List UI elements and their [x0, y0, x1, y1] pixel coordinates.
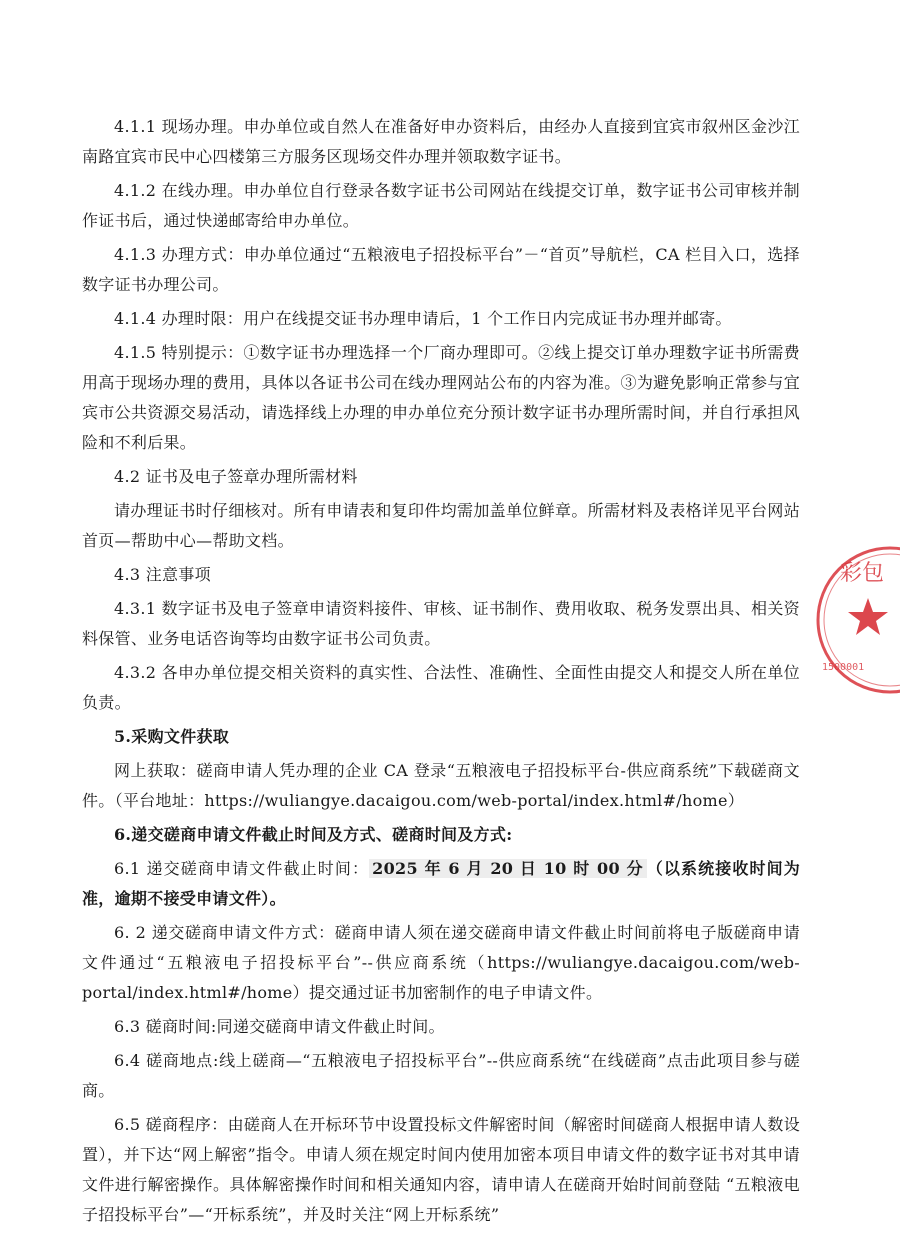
- paragraph-6-4: 6.4 磋商地点:线上磋商—“五粮液电子招投标平台”--供应商系统“在线磋商”点击此项目参与磋商。: [82, 1051, 800, 1100]
- paragraph-4-3-2: 4.3.2 各申办单位提交相关资料的真实性、合法性、准确性、全面性由提交人和提交人所在单位负责。: [82, 663, 800, 712]
- deadline-time: 2025 年 6 月 20 日 10 时 00 分: [369, 859, 647, 878]
- svg-text:彩包: 彩包: [840, 561, 885, 586]
- heading-4-2: 4.2 证书及电子签章办理所需材料: [114, 467, 358, 486]
- deadline-note: （以系统接收时间为准，逾期不接受申请文件）。: [82, 859, 801, 908]
- official-seal: [800, 540, 900, 700]
- paragraph-5: 网上获取：磋商申请人凭办理的企业 CA 登录“五粮液电子招投标平台-供应商系统”下载磋商文件。（平台地址：https://wuliangye.dacaigou.com/web-portal/index.html#/home）: [82, 761, 800, 810]
- paragraph-4-3-1: 4.3.1 数字证书及电子签章申请资料接件、审核、证书制作、费用收取、税务发票出具、相关资料保管、业务电话咨询等均由数字证书公司负责。: [82, 599, 800, 648]
- deadline-label: 6.1 递交磋商申请文件截止时间：: [114, 859, 370, 878]
- paragraph-4-1-2: 4.1.2 在线办理。申办单位自行登录各数字证书公司网站在线提交订单，数字证书公司审核并制作证书后，通过快递邮寄给申办单位。: [82, 181, 800, 230]
- paragraph-4-1-3: 4.1.3 办理方式：申办单位通过“五粮液电子招投标平台”－“首页”导航栏，CA 栏目入口，选择数字证书办理公司。: [82, 245, 800, 294]
- paragraph-6-2: 6. 2 递交磋商申请文件方式：磋商申请人须在递交磋商申请文件截止时间前将电子版磋商申请文件通过“五粮液电子招投标平台”--供应商系统（https://wuliangye.dacaigou.com/web-portal/index.html#/home）提交通过证书加密制作的电子申请文件。: [82, 923, 800, 1002]
- svg-text:1500001: 1500001: [822, 662, 865, 673]
- paragraph-4-1-5: 4.1.5 特别提示：①数字证书办理选择一个厂商办理即可。②线上提交订单办理数字证书所需费用高于现场办理的费用，具体以各证书公司在线办理网站公布的内容为准。③为避免影响正常参与宜宾市公共资源交易活动，请选择线上办理的申办单位充分预计数字证书办理所需时间，并自行承担风险和不利后果。: [82, 343, 800, 452]
- paragraph-6-3: 6.3 磋商时间:同递交磋商申请文件截止时间。: [114, 1017, 445, 1036]
- paragraph-6-5: 6.5 磋商程序：由磋商人在开标环节中设置投标文件解密时间（解密时间磋商人根据申请人数设置），并下达“网上解密”指令。申请人须在规定时间内使用加密本项目申请文件的数字证书对其申请文件进行解密操作。具体解密操作时间和相关通知内容，请申请人在磋商开始时间前登陆 “五粮液电子招投标平台”—“开标系统”，并及时关注“网上开标系统”: [82, 1115, 800, 1224]
- heading-4-3: 4.3 注意事项: [114, 565, 211, 584]
- paragraph-4-1-4: 4.1.4 办理时限：用户在线提交证书办理申请后，1 个工作日内完成证书办理并邮寄。: [114, 309, 732, 328]
- paragraph-4-2: 请办理证书时仔细核对。所有申请表和复印件均需加盖单位鲜章。所需材料及表格详见平台网站首页—帮助中心—帮助文档。: [82, 501, 800, 550]
- document-body: [82, 112, 800, 1234]
- heading-5: 5.采购文件获取: [114, 727, 230, 746]
- paragraph-6-1: [82, 854, 800, 914]
- heading-6: 6.递交磋商申请文件截止时间及方式、磋商时间及方式:: [114, 825, 513, 844]
- paragraph-4-1-1: 4.1.1 现场办理。申办单位或自然人在准备好申办资料后，由经办人直接到宜宾市叙州区金沙江南路宜宾市民中心四楼第三方服务区现场交件办理并领取数字证书。: [82, 117, 800, 166]
